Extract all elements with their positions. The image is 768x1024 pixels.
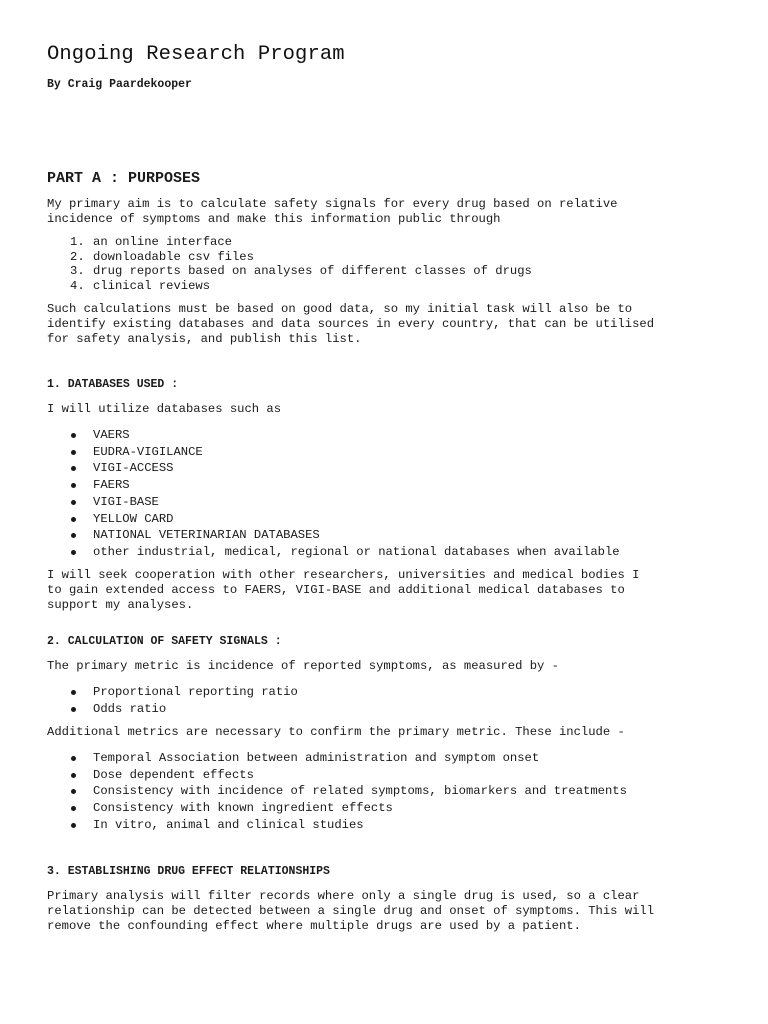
section-2-additional-intro: Additional metrics are necessary to confirm the primary metric. These include - xyxy=(47,725,625,739)
part-a-intro: My primary aim is to calculate safety signals for every drug based on relative incidence of symptoms and make this information public through xyxy=(47,197,618,226)
section-1-heading: 1. DATABASES USED : xyxy=(47,378,179,391)
list-item: Proportional reporting ratio xyxy=(70,684,298,701)
list-item: Odds ratio xyxy=(70,701,298,718)
section-3-body: Primary analysis will filter records where only a single drug is used, so a clear relationship can be detected between a single drug and onset of symptoms. This will remove the confounding effect where multiple drugs are used by a patient. xyxy=(47,889,655,933)
author-byline: By Craig Paardekooper xyxy=(47,78,192,91)
list-item: VIGI-BASE xyxy=(70,494,620,511)
list-item: YELLOW CARD xyxy=(70,511,620,528)
databases-list xyxy=(70,427,620,561)
list-item: 3. drug reports based on analyses of different classes of drugs xyxy=(70,264,532,278)
list-item: other industrial, medical, regional or national databases when available xyxy=(70,544,620,561)
list-item: 2. downloadable csv files xyxy=(70,249,254,264)
additional-metrics-list xyxy=(70,750,627,834)
list-item: EUDRA-VIGILANCE xyxy=(70,444,620,461)
list-item: NATIONAL VETERINARIAN DATABASES xyxy=(70,527,620,544)
section-2-heading: 2. CALCULATION OF SAFETY SIGNALS : xyxy=(47,635,282,648)
list-item: Consistency with known ingredient effects xyxy=(70,800,627,817)
list-item: Temporal Association between administration and symptom onset xyxy=(70,750,627,767)
part-a-heading: PART A : PURPOSES xyxy=(47,170,201,187)
document-title: Ongoing Research Program xyxy=(47,43,345,66)
list-item: 4. clinical reviews xyxy=(70,278,211,293)
list-item: Dose dependent effects xyxy=(70,767,627,784)
data-sources-paragraph: Such calculations must be based on good data, so my initial task will also be to identify existing databases and data sources in every country, that can be utilised for safety analysis, and publish this list. xyxy=(47,302,655,346)
list-item: FAERS xyxy=(70,477,620,494)
list-item: VIGI-ACCESS xyxy=(70,460,620,477)
primary-metrics-list xyxy=(70,684,298,717)
section-1-intro: I will utilize databases such as xyxy=(47,402,282,416)
list-item: In vitro, animal and clinical studies xyxy=(70,817,627,834)
list-item: 1. an online interface xyxy=(70,235,232,249)
section-1-outro: I will seek cooperation with other researchers, universities and medical bodies I to gain extended access to FAERS, VIGI-BASE and additional medical databases to support my analyses. xyxy=(47,568,640,612)
list-item: Consistency with incidence of related symptoms, biomarkers and treatments xyxy=(70,783,627,800)
section-3-heading: 3. ESTABLISHING DRUG EFFECT RELATIONSHIPS xyxy=(47,865,330,878)
list-item: VAERS xyxy=(70,427,620,444)
outputs-list xyxy=(70,235,532,293)
section-2-intro: The primary metric is incidence of reported symptoms, as measured by - xyxy=(47,659,559,673)
